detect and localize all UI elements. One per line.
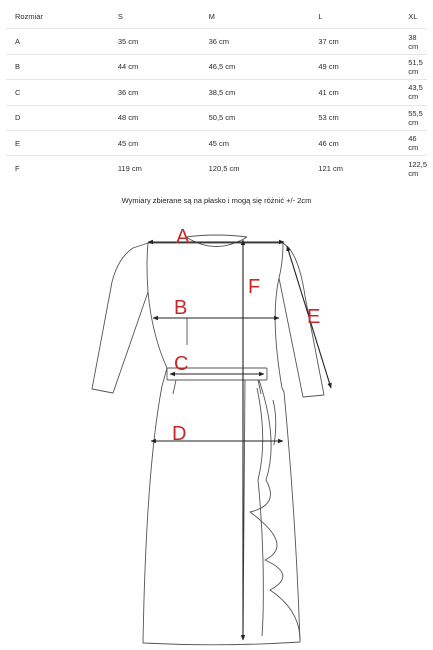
dress-outline (92, 235, 324, 645)
header-l: L (309, 4, 399, 29)
cell-value: 119 cm (117, 164, 142, 174)
cell-value: 38,5 cm (200, 80, 310, 105)
back-neckline (186, 235, 247, 237)
header-xl: XL (399, 4, 427, 29)
size-table (6, 4, 427, 181)
cell-value: 41 cm (309, 80, 399, 105)
table-row (6, 54, 427, 79)
cell-value: 49 cm (309, 54, 399, 79)
tie-left (173, 380, 176, 394)
ruffle-outer (250, 380, 300, 640)
cell-value: 51,5 cm (399, 54, 427, 79)
armhole-left (147, 243, 148, 292)
cell-value: 46 cm (309, 130, 399, 155)
cell-value: 43,5 cm (399, 80, 427, 105)
cell-value: 45 cm (109, 130, 200, 155)
table-row (6, 105, 427, 130)
cell-value: 120,5 cm (208, 164, 240, 174)
cell-value: 36 cm (109, 80, 200, 105)
cell-value: 122,5 cm (408, 159, 427, 178)
row-label: B (6, 54, 109, 79)
label-b: B (174, 297, 188, 319)
cell-value: 36 cm (200, 29, 310, 54)
row-label: C (6, 80, 109, 105)
table-row (6, 29, 427, 54)
measurement-note: Wymiary zbierane są na płasko i mogą się różnić +/- 2cm (121, 196, 312, 205)
row-label: E (6, 130, 109, 155)
ruffle-inner (257, 388, 263, 636)
cell-value: 55,5 cm (399, 105, 427, 130)
header-m: M (200, 4, 310, 29)
table-row (6, 80, 427, 105)
label-d: D (172, 423, 187, 445)
cell-value: 38 cm (399, 29, 427, 54)
label-f: F (248, 276, 261, 298)
cell-value: 37 cm (309, 29, 399, 54)
row-label: D (6, 105, 109, 130)
header-s: S (109, 4, 200, 29)
cell-value: 46 cm (399, 130, 427, 155)
armhole-right (279, 243, 283, 278)
cell-value: 121 cm (318, 164, 343, 174)
row-label: A (6, 29, 109, 54)
label-a: A (176, 226, 190, 248)
cell-value: 46,5 cm (200, 54, 310, 79)
table-header-row (6, 4, 427, 29)
cell-value: 44 cm (109, 54, 200, 79)
dress-body-outline (92, 243, 324, 645)
cell-value: 35 cm (109, 29, 200, 54)
label-c: C (174, 353, 189, 375)
cell-value: 50,5 cm (200, 105, 310, 130)
cell-value: 45 cm (200, 130, 310, 155)
header-size: Rozmiar (6, 4, 109, 29)
dress-diagram (0, 210, 433, 650)
ruffle-fold (273, 400, 276, 445)
cell-value: 53 cm (309, 105, 399, 130)
row-label: F (15, 164, 20, 174)
label-e: E (307, 306, 321, 328)
cell-value: 48 cm (109, 105, 200, 130)
table-row (6, 130, 427, 155)
table-row (6, 156, 427, 181)
